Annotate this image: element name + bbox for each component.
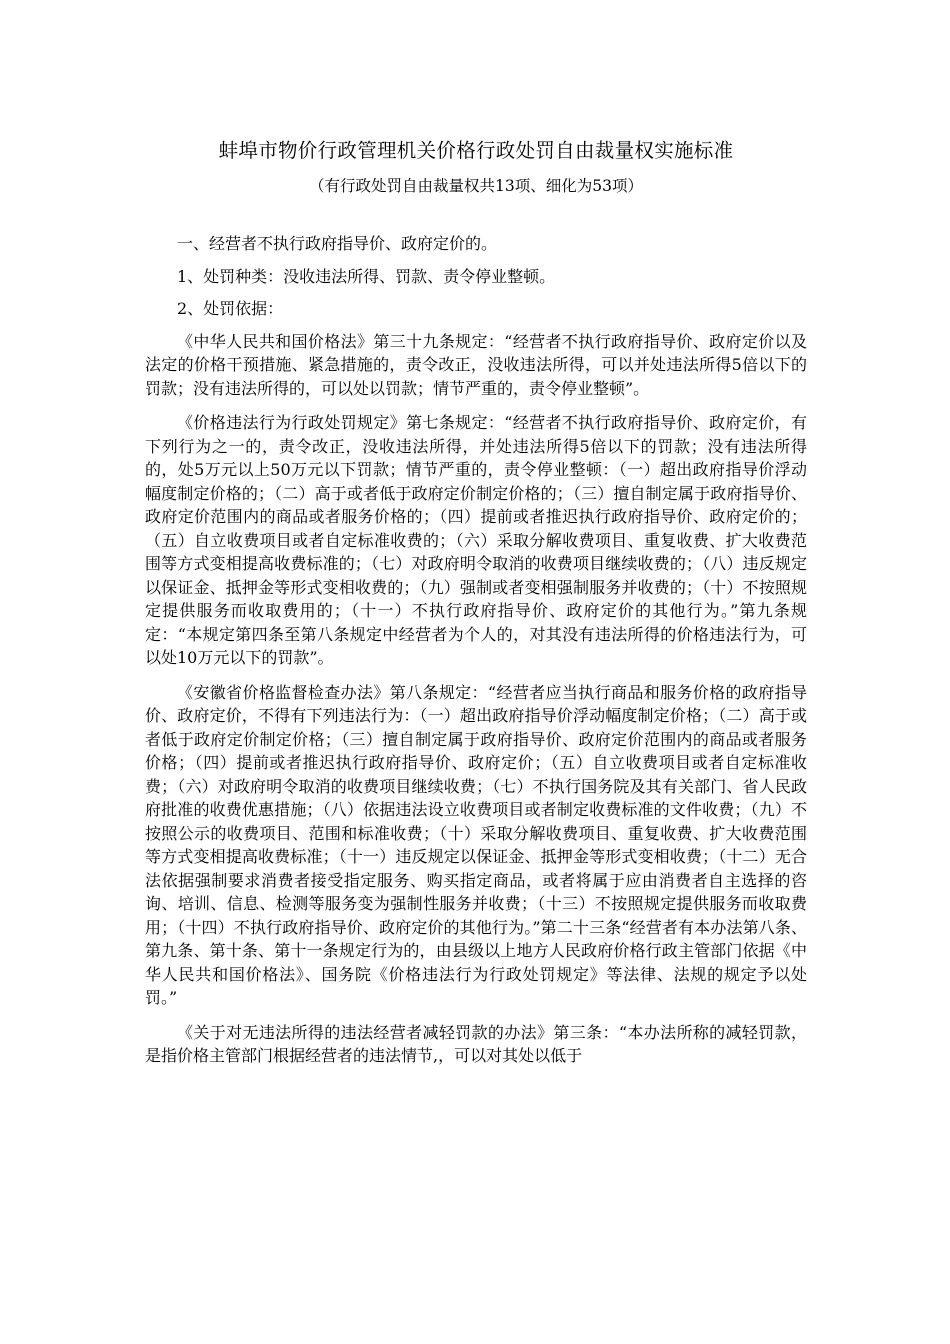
penalty-type-item: 1、处罚种类：没收违法所得、罚款、责令停业整顿。	[177, 266, 556, 286]
document-page	[145, 136, 807, 1068]
paragraph-price-law: 《中华人民共和国价格法》第三十九条规定：“经营者不执行政府指导价、政府定价以及法定的价格干预措施、紧急措施的，责令改正，没收违法所得，可以并处违法所得5倍以下的罚款；没有违法所得的，可以处以罚款；情节严重的，责令停业整顿”。	[145, 331, 807, 398]
paragraph-reduced-fine: 《关于对无违法所得的违法经营者减轻罚款的办法》第三条：“本办法所称的减轻罚款，是指价格主管部门根据经营者的违法情节,，可以对其处以低于	[145, 1022, 807, 1065]
document-title: 蚌埠市物价行政管理机关价格行政处罚自由裁量权实施标准	[218, 139, 734, 162]
paragraph-anhui-rules: 《安徽省价格监督检查办法》第八条规定：“经营者应当执行商品和服务价格的政府指导价、政府定价，不得有下列违法行为：（一）超出政府指导价浮动幅度制定价格；（二）高于或者低于政府定价制定价格；（三）擅自制定属于政府指导价、政府定价范围内的商品或者服务价格；（四）提前或者推迟执行政府指导价、政府定价；（五）自立收费项目或者自定标准收费；（六）对政府明令取消的收费项目继续收费；（七）不执行国务院及其有关部门、省人民政府批准的收费优惠措施；（八）依据违法设立收费项目或者制定收费标准的文件收费；（九）不按照公示的收费项目、范围和标准收费；（十）采取分解收费项目、重复收费、扩大收费范围等方式变相提高收费标准；（十一）违反规定以保证金、抵押金等形式变相收费；（十二）无合法依据强制要求消费者接受指定服务、购买指定商品，或者将属于应由消费者自主选择的咨询、培训、信息、检测等服务变为强制性服务并收费；（十三）不按照规定提供服务而收取费用；（十四）不执行政府指导价、政府定价的其他行为。”第二十三条“经营者有本办法第八条、第九条、第十条、第十一条规定行为的，由县级以上地方人民政府价格行政主管部门依据《中华人民共和国价格法》、国务院《价格违法行为行政处罚规定》等法律、法规的规定予以处罚。”	[145, 682, 807, 1007]
paragraph-penalty-rules: 《价格违法行为行政处罚规定》第七条规定：“经营者不执行政府指导价、政府定价，有下列行为之一的，责令改正，没收违法所得，并处违法所得5倍以下的罚款；没有违法所得的，处5万元以上50万元以下罚款；情节严重的，责令停业整顿：（一）超出政府指导价浮动幅度制定价格的；（二）高于或者低于政府定价制定价格的；（三）擅自制定属于政府指导价、政府定价范围内的商品或者服务价格的；（四）提前或者推迟执行政府指导价、政府定价的；（五）自立收费项目或者自定标准收费的；（六）采取分解收费项目、重复收费、扩大收费范围等方式变相提高收费标准的；（七）对政府明令取消的收费项目继续收费的；（八）违反规定以保证金、抵押金等形式变相收费的；（九）强制或者变相强制服务并收费的；（十）不按照规定提供服务而收取费用的；（十一）不执行政府指导价、政府定价的其他行为。”第九条规定：“本规定第四条至第八条规定中经营者为个人的，对其没有违法所得的价格违法行为，可以处10万元以下的罚款”。	[145, 413, 807, 667]
document-subtitle: （有行政处罚自由裁量权共13项、细化为53项）	[309, 177, 643, 195]
penalty-basis-item: 2、处罚依据：	[177, 299, 284, 318]
section-heading: 一、经营者不执行政府指导价、政府定价的。	[177, 234, 498, 253]
